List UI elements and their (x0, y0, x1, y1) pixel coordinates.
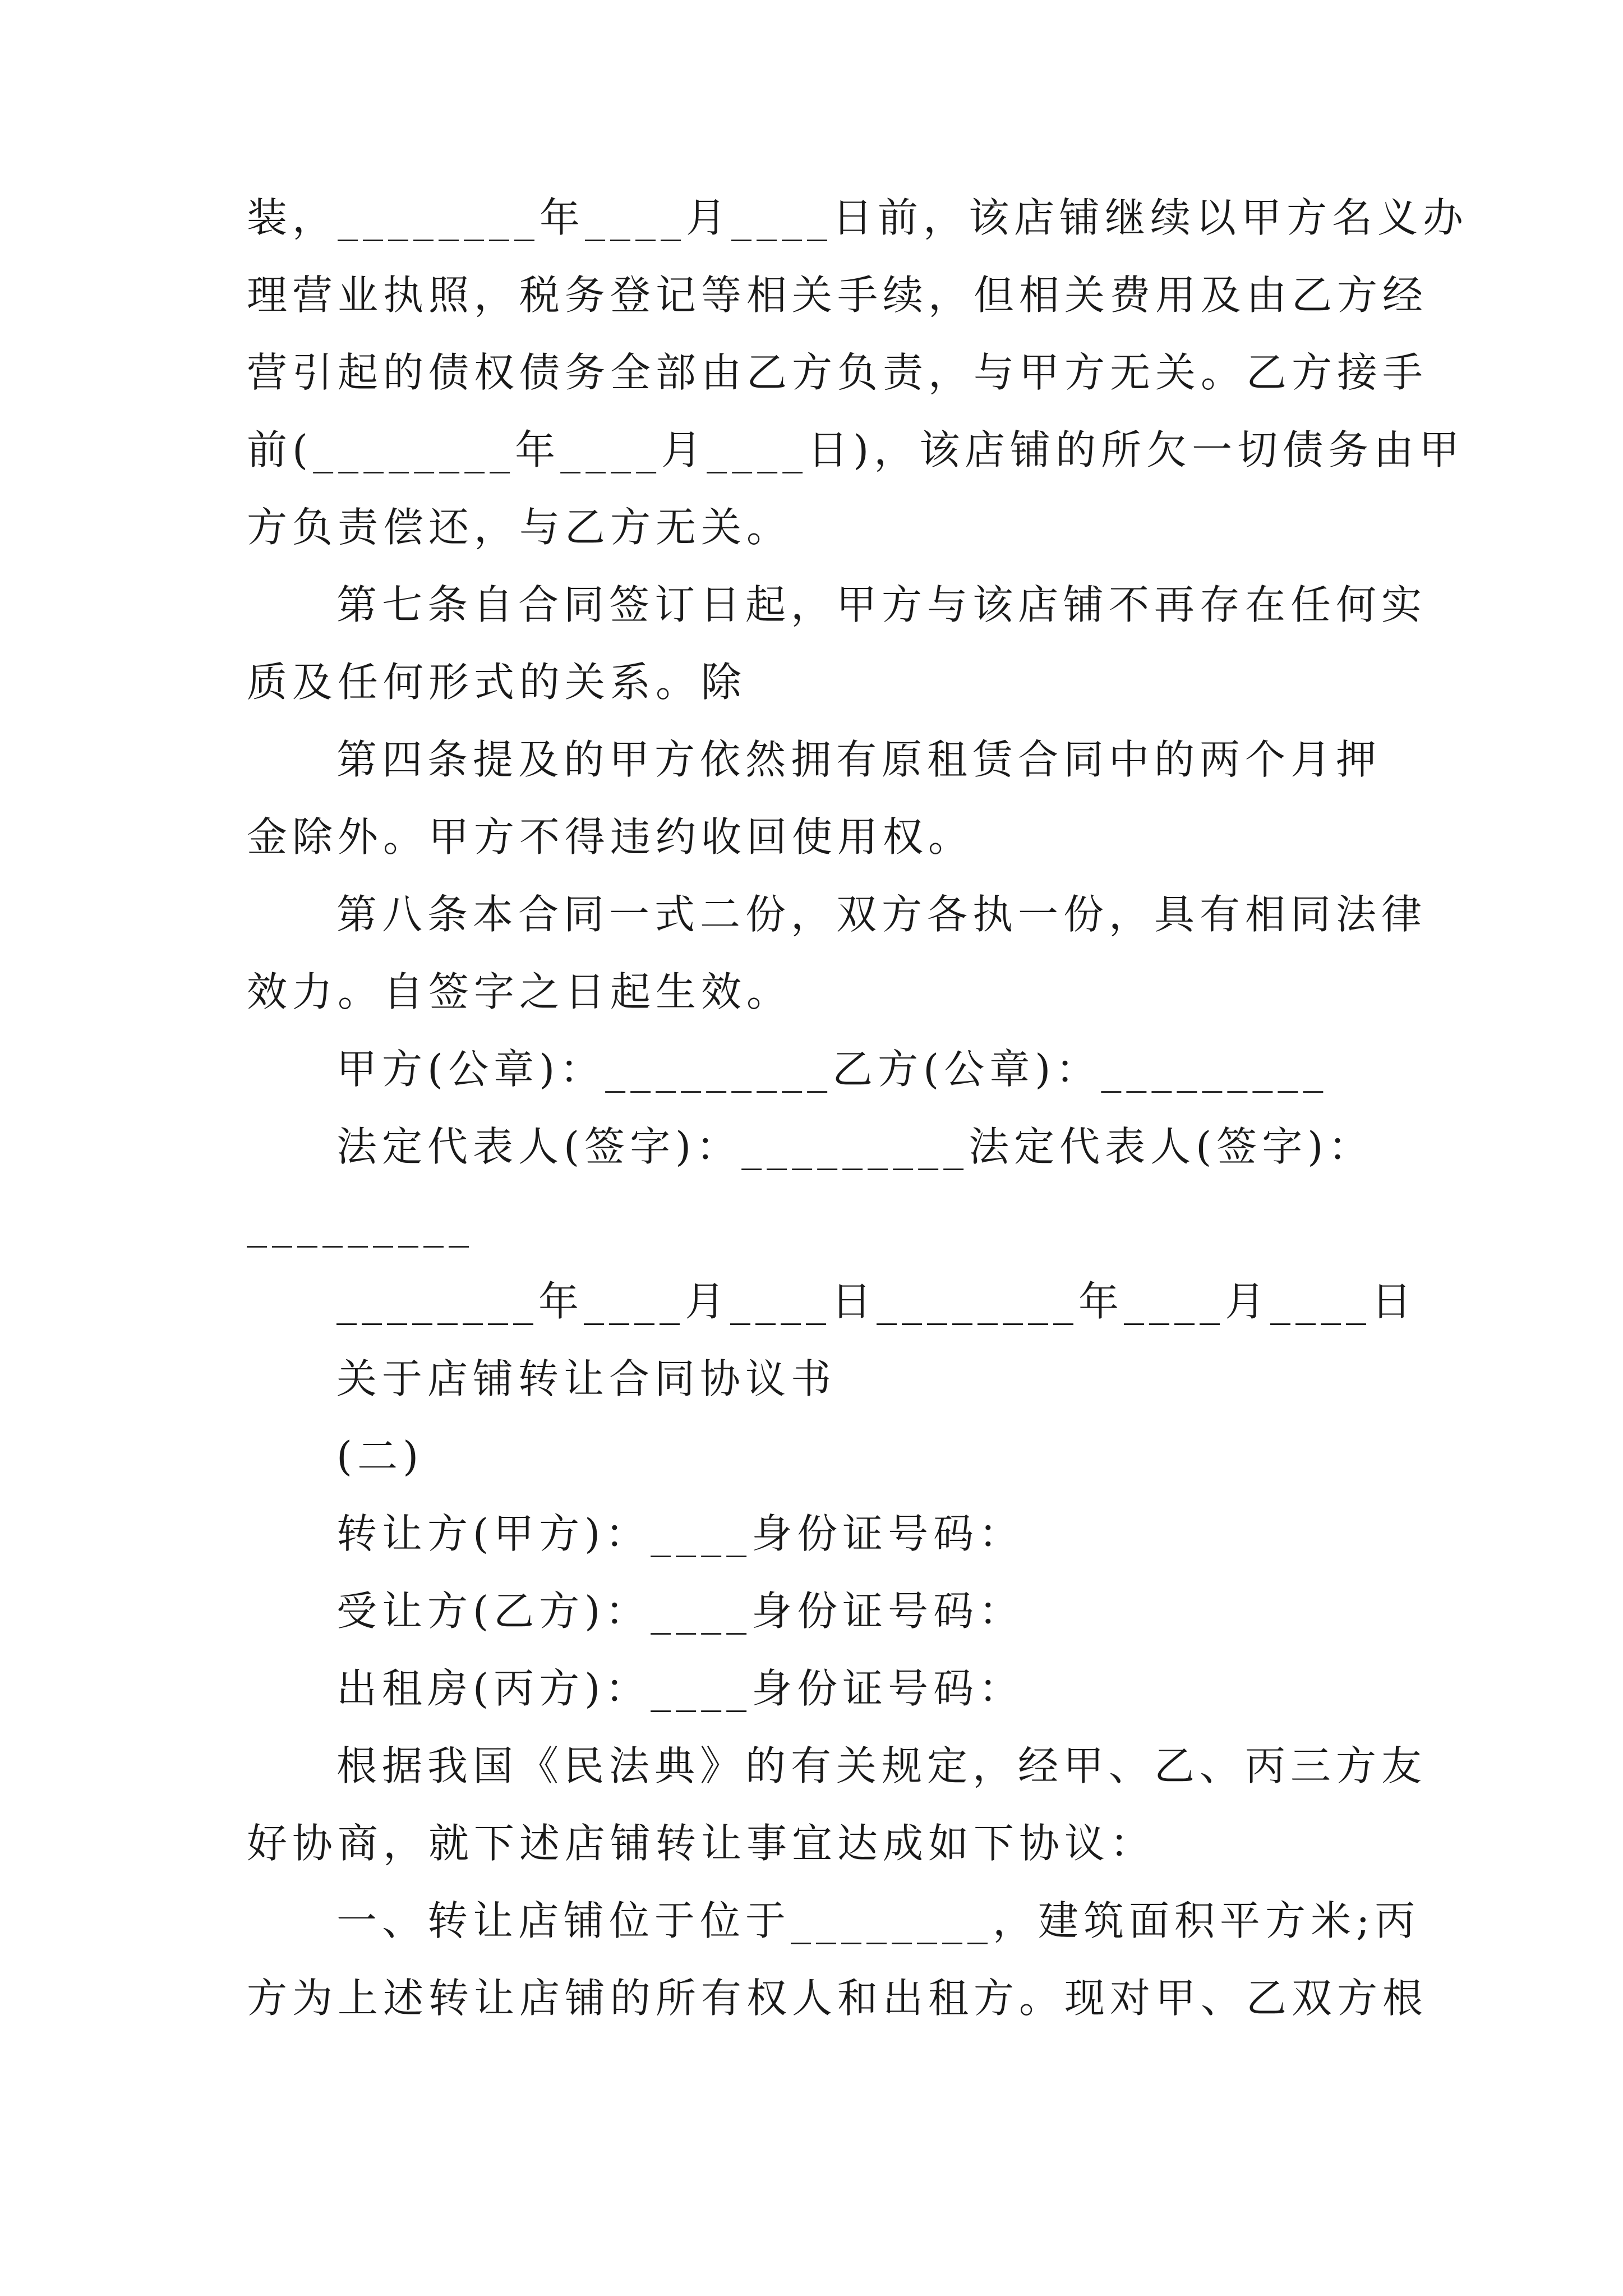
article-4-line-2: 金除外。甲方不得违约收回使用权。 (247, 813, 974, 861)
article-8-line-1: 第八条本合同一式二份，双方各执一份，具有相同法律 (336, 891, 1427, 938)
text-line-4: 前(________年____月____日)，该店铺的所欠一切债务由甲 (247, 426, 1465, 473)
seal-line: 甲方(公章)：_________乙方(公章)：_________ (336, 1046, 1329, 1093)
party-a-line: 转让方(甲方)：____身份证号码： (336, 1510, 1025, 1557)
signature-blank: _________ (247, 1200, 474, 1248)
section-number: (二) (336, 1433, 424, 1480)
section-title: 关于店铺转让合同协议书 (336, 1355, 837, 1402)
article-4-line-1: 第四条提及的甲方依然拥有原租赁合同中的两个月押 (336, 736, 1382, 783)
preamble-line-1: 根据我国《民法典》的有关规定，经甲、乙、丙三方友 (336, 1742, 1427, 1789)
text-line-2: 理营业执照，税务登记等相关手续，但相关费用及由乙方经 (247, 272, 1428, 319)
text-line-3: 营引起的债权债务全部由乙方负责，与甲方无关。乙方接手 (247, 349, 1428, 396)
text-line-1: 装，________年____月____日前，该店铺继续以甲方名义办 (247, 194, 1469, 241)
date-line: ________年____月____日________年____月____日 (336, 1278, 1417, 1325)
party-c-line: 出租房(丙方)：____身份证号码： (336, 1665, 1025, 1712)
article-7-line-1: 第七条自合同签订日起，甲方与该店铺不再存在任何实 (336, 581, 1427, 628)
clause-1-line-1: 一、转让店铺位于位于________，建筑面积平方米;丙 (336, 1897, 1421, 1944)
text-line-5: 方负责偿还，与乙方无关。 (247, 504, 792, 551)
preamble-line-2: 好协商，就下述店铺转让事宜达成如下协议： (247, 1820, 1156, 1867)
party-b-line: 受让方(乙方)：____身份证号码： (336, 1588, 1025, 1635)
article-7-line-2: 质及任何形式的关系。除 (247, 659, 747, 706)
signature-line: 法定代表人(签字)：_________法定代表人(签字)： (336, 1123, 1374, 1170)
article-8-line-2: 效力。自签字之日起生效。 (247, 968, 792, 1015)
clause-1-line-2: 方为上述转让店铺的所有权人和出租方。现对甲、乙双方根 (247, 1975, 1428, 2022)
